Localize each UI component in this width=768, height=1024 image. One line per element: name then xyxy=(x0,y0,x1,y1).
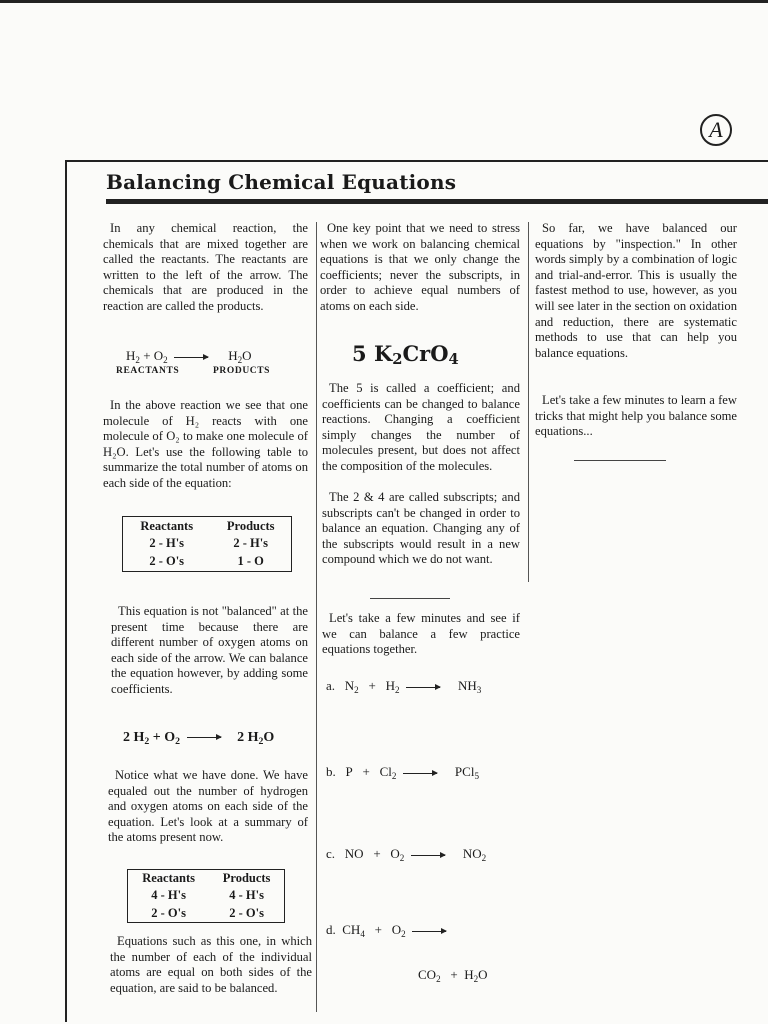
col1-paragraph-4: Notice what we have done. We have equaled out the number of hydrogen and oxygen atoms on each side of the equation. Let's look at a summary of the atoms present now. xyxy=(108,768,308,845)
col2-paragraph-4: Let's take a few minutes and see if we can balance a few practice equations together. xyxy=(322,611,520,657)
arrow-icon xyxy=(403,773,437,774)
col2-paragraph-2: The 5 is called a coefficient; and coefficients can be changed to balance reactions. Changing a coefficient simply changes the number of molecules present, but does not affect the composition of the molecules. xyxy=(322,381,520,473)
arrow-icon xyxy=(411,855,445,856)
reactants-label: REACTANTS xyxy=(116,366,180,376)
arrow-icon xyxy=(174,357,208,358)
practice-problem-a: a. $N_2$ + $H_2$ $NH_3$ xyxy=(326,678,482,695)
column-divider-2 xyxy=(528,222,529,582)
column-divider-1 xyxy=(316,222,317,1012)
products-label: PRODUCTS xyxy=(213,366,271,376)
summary-table-1: Reactants Products 2 - H's 2 - H's 2 - O's 1 - O xyxy=(122,516,292,572)
col2-paragraph-1: One key point that we need to stress when we work on balancing chemical equations is that we only change the coefficients; never the subscripts, in order to achieve equal numbers of atoms on each side. xyxy=(320,221,520,313)
col1-paragraph-1: In any chemical reaction, the chemicals that are mixed together are called the reactants. The reactants are written to the left of the arrow. The chemicals that are produced in the reaction are called the products. xyxy=(103,221,308,313)
col3-paragraph-1: So far, we have balanced our equations by "inspection." In other words simply by a combination of logic and trial-and-error. This is usually the fastest method to use, however, as you will see later in the section on oxidation and reduction, there are systematic methods to use that can help you balance equations. xyxy=(535,221,737,360)
col1-paragraph-2: In the above reaction we see that one molecule of H₂ reacts with one molecule of O₂ to make one molecule of H₂O. Let's use the following table to summarize the total number of atoms on each side of the equation: xyxy=(103,398,308,490)
col3-paragraph-2: Let's take a few minutes to learn a few tricks that might help you balance some equations... xyxy=(535,393,737,439)
practice-problem-d: d. $CH_4$ + $O_2$ xyxy=(326,922,449,938)
col3-separator xyxy=(574,460,666,461)
col1-paragraph-3: This equation is not "balanced" at the present time because there are different number of oxygen atoms on each side of the arrow. We can balance the equation however, by adding some coefficients. xyxy=(111,604,308,696)
equation-2: 2 $H_2 + O_2$ 2 $H_2O$ xyxy=(123,730,275,747)
equation-1: $H_2 + O_2$ $H_2O$ xyxy=(126,348,252,365)
corner-mark: A xyxy=(700,114,732,146)
summary-table-2: Reactants Products 4 - H's 4 - H's 2 - O's 2 - O's xyxy=(127,869,285,923)
section-separator xyxy=(370,598,450,599)
practice-problem-d-products: $CO_2$ + $H_2O$ xyxy=(418,967,488,984)
arrow-icon xyxy=(187,737,221,738)
col1-paragraph-5: Equations such as this one, in which the number of each of the individual atoms are equal on both sides of the equation, are said to be balanced. xyxy=(110,934,312,995)
title-rule xyxy=(106,199,768,204)
page-title: Balancing Chemical Equations xyxy=(106,170,457,194)
compound-example: 5 $K_2CrO_4$ xyxy=(352,341,459,368)
top-border xyxy=(0,0,768,3)
col2-paragraph-3: The 2 & 4 are called subscripts; and subscripts can't be changed in order to balance an equation. Changing any of the subscripts would result in a new compound which we do not want. xyxy=(322,490,520,567)
practice-problem-b: b. P + $Cl_2$ PCl$_5$ xyxy=(326,764,479,781)
arrow-icon xyxy=(406,687,440,688)
arrow-icon xyxy=(412,931,446,932)
practice-problem-c: c. NO + $O_2$ $NO_2$ xyxy=(326,846,487,863)
